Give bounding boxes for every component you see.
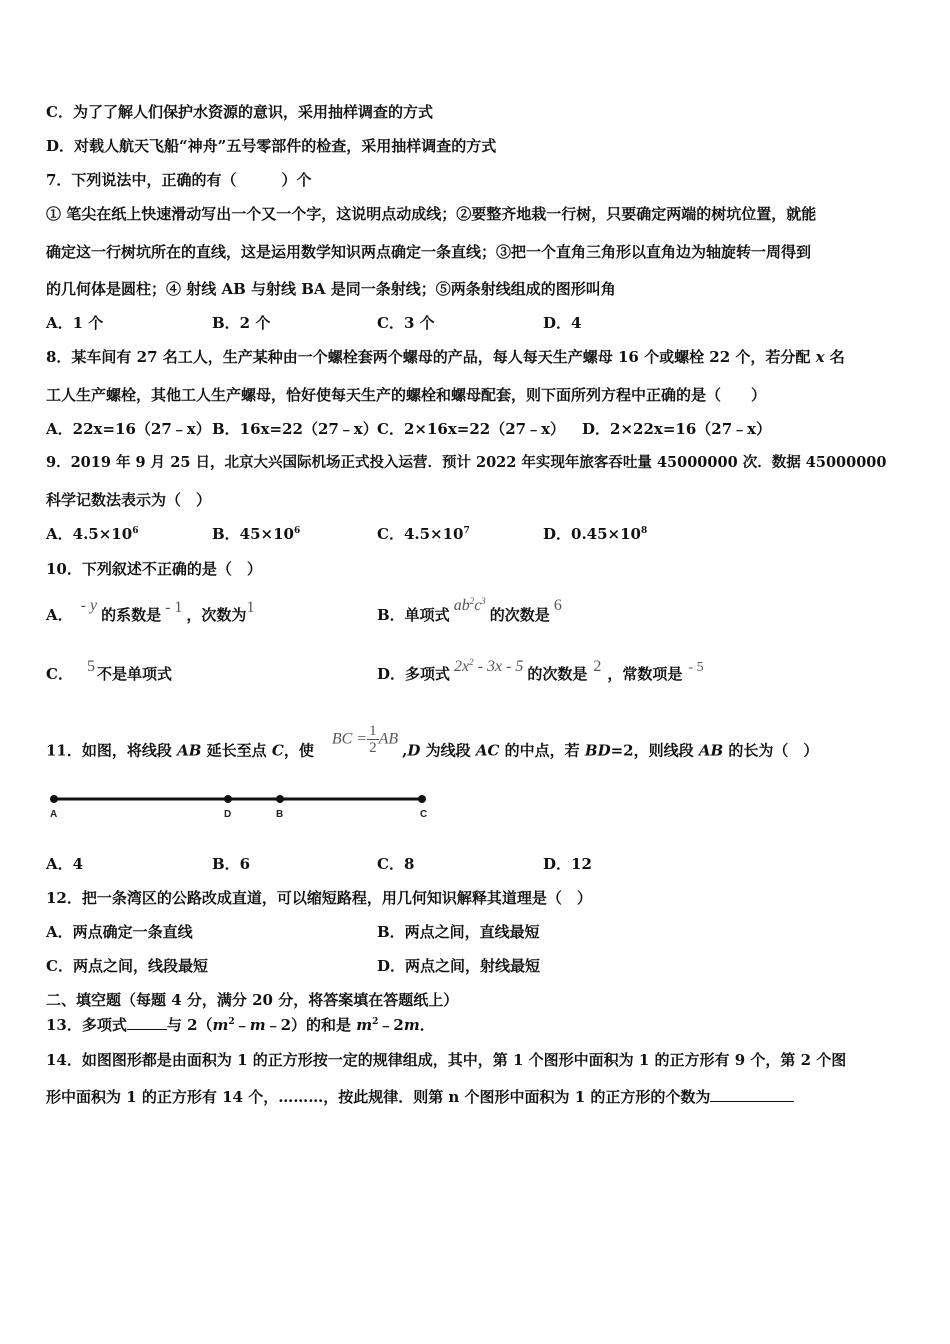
q10-b-label: B．单项式 [377,606,450,624]
q7-line2: 确定这一行树坑所在的直线，这是运用数学知识两点确定一条直线；③把一个直角三角形以直角边为轴旋转一周得到 [46,243,812,261]
q10-stem: 10．下列叙述不正确的是（ ） [46,560,262,578]
q11-line-segment-figure [40,786,440,826]
q13-answer-blank[interactable] [127,1015,167,1030]
q11-fraction [367,723,379,756]
q11-label-b: B [276,809,284,820]
q13-var-m4: m [403,1016,420,1034]
q12-option-a: A．两点确定一条直线 [46,923,193,941]
q9-line1: 9．2019 年 9 月 25 日，北京大兴国际机场正式投入运营．预计 2022 年实现年旅客吞吐量 45000000 次．数据 45000000 [46,454,887,471]
q11-frac-denominator: 2 [369,740,377,756]
q10-b-expr-exp2: 3 [481,596,486,606]
q6-option-c: C．为了了解人们保护水资源的意识，采用抽样调查的方式 [46,103,433,121]
q10-b-expr-ab: ab [453,597,470,614]
q10-d-expr-rest: - 3x - 5 [473,658,524,675]
q11-point-a-dot [50,795,58,803]
q10-option-d [377,657,704,686]
q11-frac-rhs: AB [378,730,399,748]
q11-option-a: A．4 [46,855,84,873]
q12-option-b: B．两点之间，直线最短 [377,923,540,941]
q9-option-c [377,524,470,544]
q13-text2: 与 2（ [166,1016,213,1034]
q10-a-coefficient: - 1 [165,599,183,616]
q8-variable-x: x [815,348,825,366]
q10-c-text: 不是单项式 [96,665,172,683]
q14-answer-blank[interactable] [710,1087,794,1102]
q11-point-d-dot [224,795,232,803]
q8-line2: 工人生产螺栓，其他工人生产螺母，恰好使每天生产的螺栓和螺母配套，则下面所列方程中正确的是（ ） [46,386,767,404]
q11-label-d: D [224,809,232,820]
q10-a-degree: 1 [246,599,255,616]
q12-stem: 12．把一条湾区的公路改成直道，可以缩短路程，用几何知识解释其道理是（ ） [46,889,592,907]
q13-text4: ﹣2）的和是 [265,1016,357,1034]
q11-stem [46,723,819,768]
q11-text5: 为线段 [420,741,476,760]
q11-point-d: D [407,741,421,760]
q11-point-c-dot [418,795,426,803]
q11-point-b-dot [276,795,284,803]
q10-d-expr-exp: 2 [469,657,474,667]
q10-c-label: C． [46,665,73,683]
q9-b-base: B．45×10 [212,525,294,543]
q13-exp2: 2 [372,1017,379,1027]
q11-fraction-equation [332,723,398,756]
q6-option-d: D．对载人航天飞船“神舟”五号零部件的检查，采用抽样调查的方式 [46,137,497,155]
q11-text4: , [402,741,408,760]
q11-option-d: D．12 [543,855,592,873]
q7-stem: 7．下列说法中，正确的有（ ）个 [46,171,312,189]
q11-frac-lhs: BC = [331,730,368,748]
q12-option-d: D．两点之间，射线最短 [377,957,541,975]
q11-text7: =2，则线段 [610,741,699,760]
q10-a-text2: ，次数为 [186,606,247,624]
q9-d-base: D．0.45×10 [543,525,641,543]
q9-line2: 科学记数法表示为（ ） [46,491,212,509]
q13-text5: ﹣2 [378,1016,404,1034]
q8-option-b: B．16x=22（27﹣x） [212,420,378,438]
q10-d-degree: 2 [593,658,602,675]
q11-segment-bd: BD [584,741,611,760]
q8-option-c: C．2×16x=22（27﹣x） [377,420,566,438]
q9-a-exponent: 6 [132,526,139,536]
q7-option-b: B．2 个 [212,314,271,332]
q8-option-d: D．2×22x=16（27﹣x） [582,420,772,438]
q14-line1: 14．如图图形都是由面积为 1 的正方形按一定的规律组成，其中，第 1 个图形中面积为 1 的正方形有 9 个，第 2 个图 [46,1051,847,1069]
q10-d-expr-2x: 2x [454,658,470,675]
q10-b-degree: 6 [553,597,562,614]
q11-point-c: C [271,741,284,760]
q11-text2: 延长至点 [201,741,272,760]
q8-option-a: A．22x=16（27﹣x） [46,420,211,438]
q10-d-label: D．多项式 [377,665,451,683]
q14-line2 [46,1087,794,1107]
q9-d-exponent: 8 [640,526,648,536]
q10-a-expression: - y [80,597,98,614]
q11-text1: 11．如图，将线段 [46,741,178,760]
q10-b-expr-exp1: 2 [469,596,475,606]
q8-line1-end: 名 [824,348,845,366]
q11-segment-ac: AC [475,741,500,760]
q11-option-b: B．6 [212,855,251,873]
section-2-heading: 二、填空题（每题 4 分，满分 20 分，将答案填在答题纸上） [46,991,459,1009]
q10-option-a [46,597,255,626]
q13-stem [46,1015,435,1035]
q9-a-base: A．4.5×10 [46,525,133,543]
q9-c-exponent: 7 [463,526,470,536]
q11-text6: 的中点，若 [499,741,585,760]
q10-d-text2: ，常数项是 [607,665,683,683]
q13-text1: 13．多项式 [46,1016,127,1034]
q8-line1-text: 8．某车间有 27 名工人，生产某种由一个螺栓套两个螺母的产品，每人每天生产螺母 16 个或螺栓 22 个，若分配 [46,348,816,366]
q11-segment-ab-2: AB [698,741,724,760]
q9-c-base: C．4.5×10 [377,525,464,543]
q11-text3: ，使 [283,741,314,760]
q10-c-expression: 5 [86,658,95,675]
q11-label-c: C [420,809,428,820]
q11-frac-numerator: 1 [369,723,377,739]
q13-var-m1: m [212,1016,229,1034]
q10-a-label: A． [46,606,73,624]
q11-text8: 的长为（ ） [723,741,819,760]
q10-b-text: 的次数是 [489,606,550,624]
q10-option-b [377,596,562,626]
q10-option-c [46,658,172,685]
q14-line2-text: 形中面积为 1 的正方形有 14 个，………，按此规律．则第 n 个图形中面积为 1 的正方形的个数为 [46,1088,711,1106]
q13-var-m3: m [356,1016,373,1034]
q7-option-a: A．1 个 [46,314,104,332]
q11-segment-ab: AB [177,741,202,760]
q9-option-d [543,524,647,544]
q8-line1 [46,347,845,367]
q13-text6: ． [419,1016,435,1034]
q13-exp1: 2 [228,1017,235,1027]
q7-option-c: C．3 个 [377,314,435,332]
q7-option-d: D．4 [543,314,582,332]
q7-line1: ① 笔尖在纸上快速滑动写出一个又一个字，这说明点动成线；②要整齐地栽一行树，只要确定两端的树坑位置，就能 [46,205,817,223]
q10-b-expression [454,597,486,614]
q10-d-expression [454,658,523,675]
q13-text3: ﹣ [234,1016,250,1034]
q13-var-m2: m [249,1016,266,1034]
q10-d-text1: 的次数是 [527,665,588,683]
q10-b-expr-c: c [474,597,482,614]
q10-d-constant: - 5 [688,660,704,675]
q9-b-exponent: 6 [294,526,301,536]
q9-option-b [212,524,300,544]
q12-option-c: C．两点之间，线段最短 [46,957,208,975]
q9-option-a [46,524,138,544]
q7-line3: 的几何体是圆柱；④ 射线 AB 与射线 BA 是同一条射线；⑤两条射线组成的图形叫角 [46,280,616,298]
q10-a-text1: 的系数是 [101,606,162,624]
q11-label-a: A [50,809,58,820]
q11-option-c: C．8 [377,855,415,873]
